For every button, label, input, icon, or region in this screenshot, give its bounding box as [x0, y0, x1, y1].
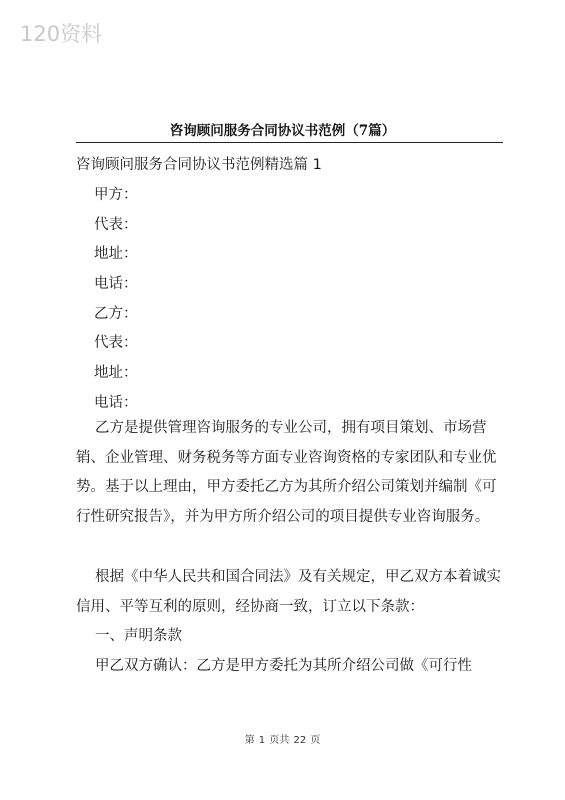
party-b-phone-label: 电话： — [94, 395, 138, 411]
party-b-representative-label: 代表： — [94, 335, 138, 351]
party-b-label: 乙方： — [94, 306, 138, 322]
party-a-representative-label: 代表： — [94, 217, 138, 233]
party-a-label: 甲方： — [94, 187, 138, 203]
party-a-address-label: 地址： — [94, 246, 138, 262]
party-b-address-label: 地址： — [94, 365, 138, 381]
paragraph-declaration: 甲乙双方确认：乙方是甲方委托为其所介绍公司做《可行性 — [95, 658, 472, 674]
title-divider — [76, 142, 503, 143]
watermark-text: 120资料 — [20, 22, 103, 46]
section-heading-declaration: 一、声明条款 — [95, 628, 182, 644]
party-a-phone-label: 电话： — [94, 276, 138, 292]
section-subtitle: 咨询顾问服务合同协议书范例精选篇 1 — [76, 157, 322, 173]
paragraph-basis: 根据《中华人民共和国合同法》及有关规定，甲乙双方本着诚实信用、平等互利的原则，经协商一致，订立以下条款： — [76, 569, 501, 615]
page-footer: 第 1 页共 22 页 — [244, 735, 321, 746]
document-title: 咨询顾问服务合同协议书范例（7篇） — [169, 123, 396, 139]
paragraph-intro: 乙方是提供管理咨询服务的专业公司，拥有项目策划、市场营销、企业管理、财务税务等方面专业咨询资格的专家团队和专业优势。基于以上理由，甲方委托乙方为其所介绍公司策划并编制《可行性研究报告》，并为甲方所介绍公司的项目提供专业咨询服务。 — [76, 420, 497, 525]
